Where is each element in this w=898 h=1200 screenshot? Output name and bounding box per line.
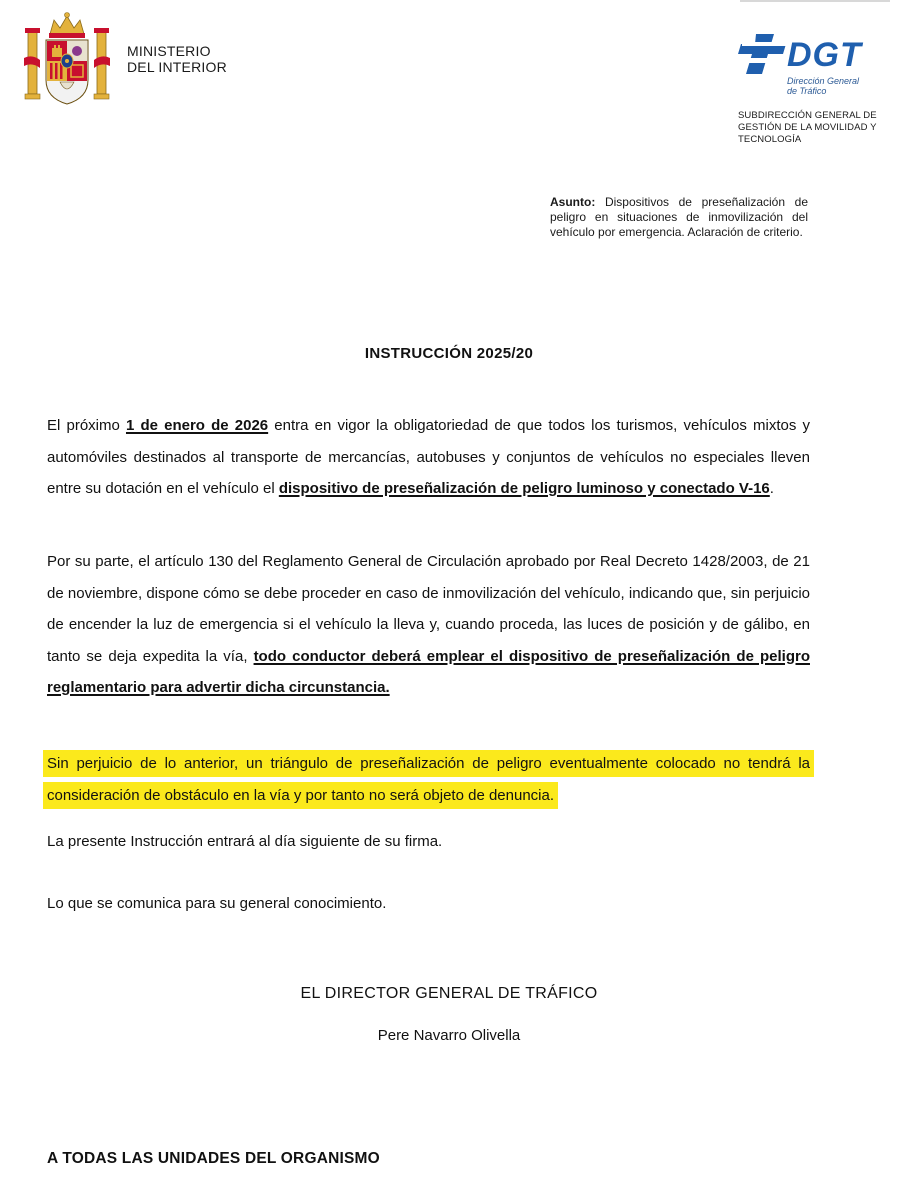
recipients: A TODAS LAS UNIDADES DEL ORGANISMO [47,1150,380,1167]
ministry-name [127,43,227,75]
spain-coat-of-arms-icon [24,10,110,108]
paragraph-2 [47,546,810,704]
document-title: INSTRUCCIÓN 2025/20 [364,345,534,362]
ministry-line-2: DEL INTERIOR [127,59,227,75]
subject-block [550,195,808,240]
header-rule [740,0,890,2]
subdir-line-3: TECNOLOGÍA [738,134,802,145]
subdir-line-1: SUBDIRECCIÓN GENERAL DE [738,110,877,121]
highlighted-text: Sin perjuicio de lo anterior, un triángulo de preseñalización de peligro eventualmente colocado no tendrá la consideración de obstáculo en la vía y por tanto no será objeto de denuncia. [43,750,814,809]
dgt-subtitle [787,76,859,96]
paragraph-1-text-c: . [769,480,774,497]
paragraph-1-text-a: El próximo [47,417,126,434]
dgt-sub-line-1: Dirección General [787,76,860,86]
subject-label: Asunto: [550,195,596,209]
paragraph-1-device: dispositivo de preseñalización de peligro luminoso y conectado V-16 [278,480,770,497]
paragraph-1 [47,410,810,505]
paragraph-1-date: 1 de enero de 2026 [125,417,269,434]
signature-title: EL DIRECTOR GENERAL DE TRÁFICO [300,985,598,1002]
paragraph-2-obligation: todo conductor deberá emplear el dispositivo de preseñalización de peligro reglamentario para advertir dicha circunstancia. [47,647,810,696]
subdirectorate [738,110,877,146]
dgt-sub-line-2: de Tráfico [787,86,827,96]
paragraph-5: Lo que se comunica para su general conocimiento. [47,895,387,912]
signature-name: Pere Navarro Olivella [377,1027,521,1044]
paragraph-4: La presente Instrucción entrará al día siguiente de su firma. [47,833,443,850]
paragraph-1-text-b: entra en vigor la obligatoriedad de que todos los turismos, vehículos mixtos y automóviles destinados al transporte de mercancías, autobuses y conjuntos de vehículos no especiales lleven entre su dotación en el vehículo el [47,417,810,497]
paragraph-3 [47,748,810,811]
subject-text: Dispositivos de preseñalización de peligro en situaciones de inmovilización del vehículo por emergencia. Aclaración de criterio. [550,195,808,239]
dgt-wordmark: DGT [787,36,862,74]
ministry-line-1: MINISTERIO [127,43,211,59]
subdir-line-2: GESTIÓN DE LA MOVILIDAD Y [738,122,877,133]
paragraph-2-text: Por su parte, el artículo 130 del Reglamento General de Circulación aprobado por Real Decreto 1428/2003, de 21 de noviembre, dispone cómo se debe proceder en caso de inmovilización del vehículo, indicando que, sin perjuicio de encender la luz de emergencia si el vehículo la lleva y, cuando proceda, las luces de posición y de gálibo, en tanto se deja expedita la vía, [47,553,810,665]
